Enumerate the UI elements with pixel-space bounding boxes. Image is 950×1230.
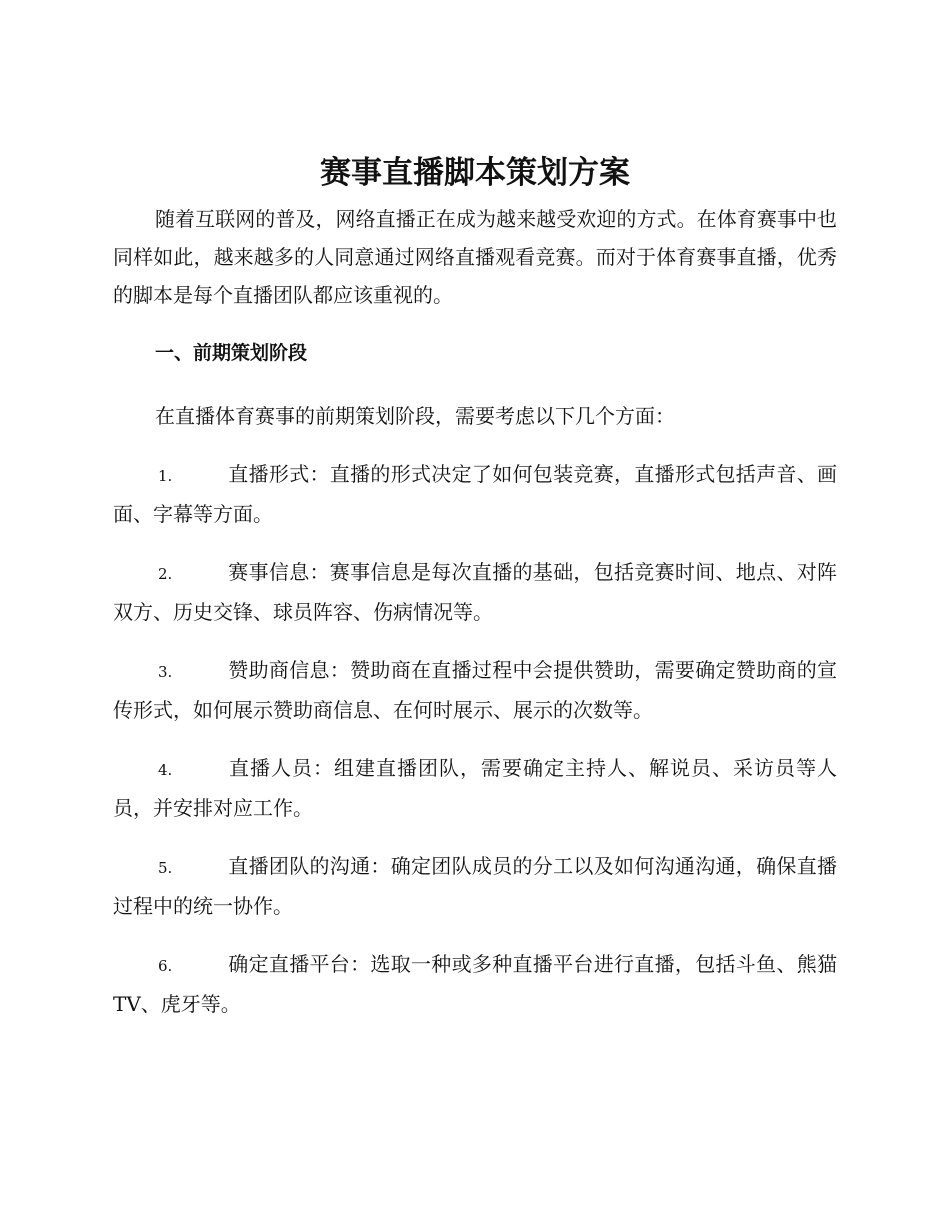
list-item-text: 确定直播平台：选取一种或多种直播平台进行直播，包括斗鱼、熊猫 TV、虎牙等。 [113, 952, 837, 1016]
list-item-text: 赞助商信息：赞助商在直播过程中会提供赞助，需要确定赞助商的宣传形式，如何展示赞助商信息、在何时展示、展示的次数等。 [113, 658, 837, 722]
numbered-list [113, 455, 837, 1023]
list-item [113, 553, 837, 631]
list-item [113, 749, 837, 827]
list-item [113, 847, 837, 925]
list-item-text: 直播团队的沟通：确定团队成员的分工以及如何沟通沟通，确保直播过程中的统一协作。 [113, 854, 837, 918]
intro-paragraph: 随着互联网的普及，网络直播正在成为越来越受欢迎的方式。在体育赛事中也同样如此，越来越多的人同意通过网络直播观看竞赛。而对于体育赛事直播，优秀的脚本是每个直播团队都应该重视的。 [113, 207, 837, 307]
list-item-number: 4. [158, 761, 173, 779]
list-item-number: 2. [158, 565, 173, 583]
list-item-number: 3. [158, 663, 173, 681]
document-body [113, 200, 837, 1023]
list-item-text: 赛事信息：赛事信息是每次直播的基础，包括竞赛时间、地点、对阵双方、历史交锋、球员阵容、伤病情况等。 [113, 560, 837, 624]
list-item-number: 6. [158, 957, 173, 975]
list-item [113, 455, 837, 533]
section-heading: 一、前期策划阶段 [155, 342, 308, 364]
document-title: 赛事直播脚本策划方案 [320, 155, 630, 191]
list-item [113, 651, 837, 729]
section-intro-paragraph: 在直播体育赛事的前期策划阶段，需要考虑以下几个方面： [155, 404, 675, 428]
list-item-number: 1. [158, 467, 173, 485]
list-item-text: 直播人员：组建直播团队，需要确定主持人、解说员、采访员等人员，并安排对应工作。 [113, 756, 837, 820]
list-item-number: 5. [158, 859, 173, 877]
list-item-text: 直播形式：直播的形式决定了如何包装竞赛，直播形式包括声音、画面、字幕等方面。 [113, 462, 837, 526]
list-item [113, 945, 837, 1023]
